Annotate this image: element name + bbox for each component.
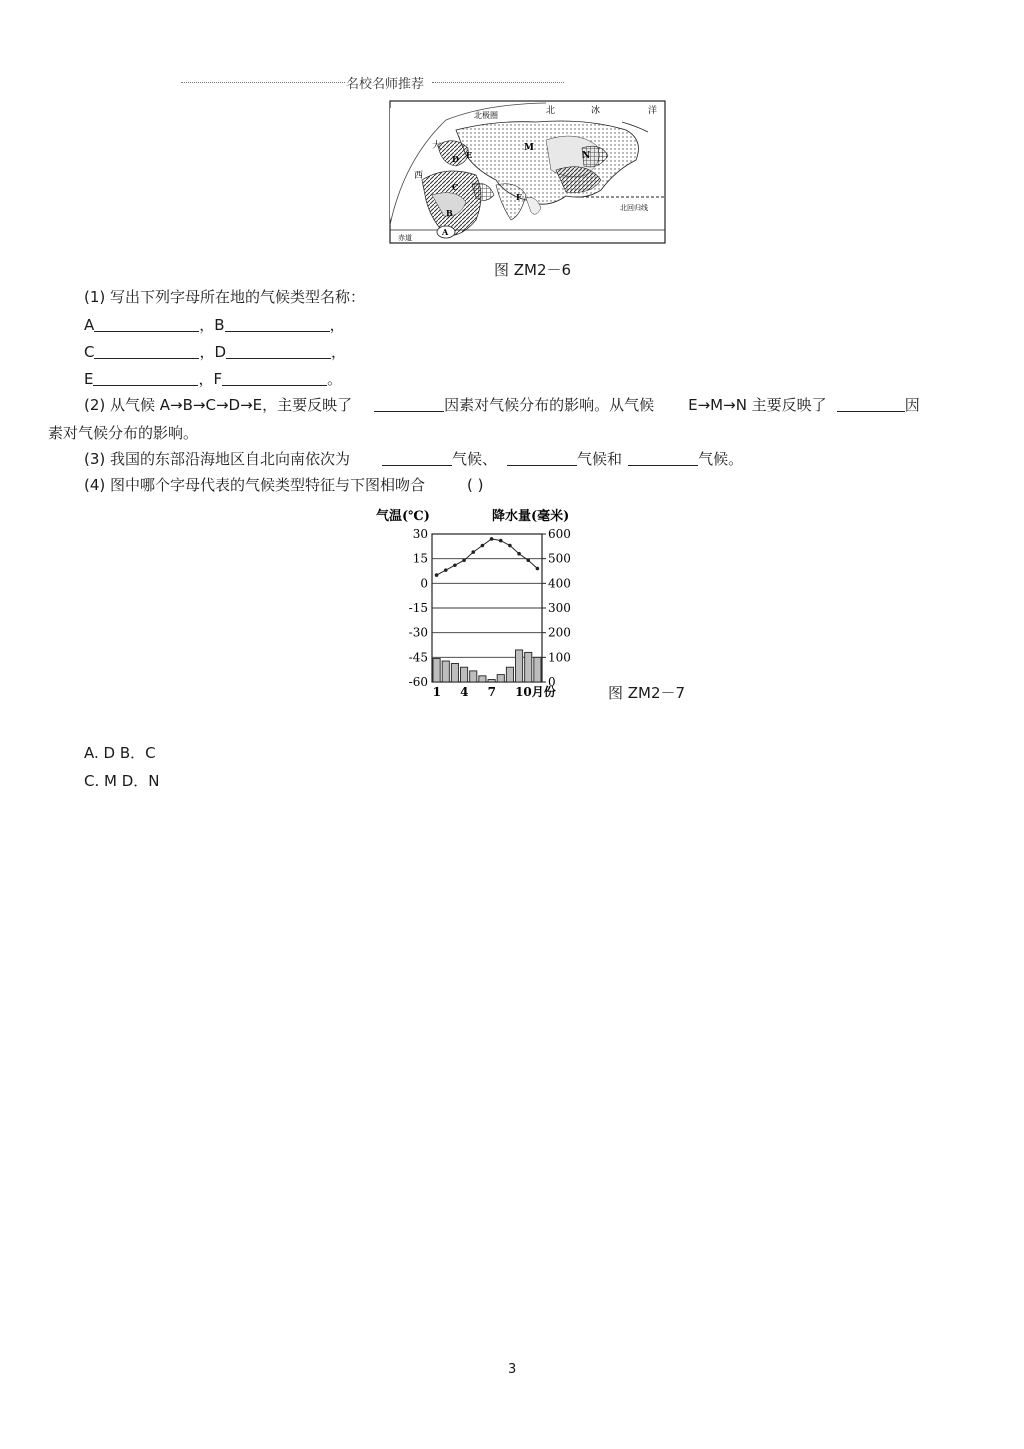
q2-line1 (84, 394, 920, 415)
q1-row1 (84, 314, 345, 335)
map-label-equator: 赤道 (398, 234, 412, 242)
chart-bar-2 (442, 661, 449, 682)
chart-bar-10 (516, 650, 523, 682)
chart-temp-line (435, 537, 539, 577)
blank-b[interactable] (225, 317, 330, 332)
q3-part2: 气候、 (452, 450, 498, 468)
q1-label-b: ，B (199, 316, 225, 334)
chart-ytick-left: -60 (408, 675, 428, 689)
blank-e[interactable] (93, 371, 198, 386)
header-divider-right (432, 82, 564, 83)
q1-row2-end: ， (331, 343, 347, 361)
chart-ytick-left: -30 (408, 625, 428, 640)
map-label-f: F (516, 192, 522, 202)
chart-ytick-right: 100 (548, 650, 571, 665)
chart-ytick-left: 15 (412, 551, 428, 566)
chart-temp-point-3 (453, 563, 457, 567)
q1-title: (1) 写出下列字母所在地的气候类型名称： (84, 288, 366, 306)
map-label-b: B (446, 208, 453, 218)
chart-temp-point-1 (435, 573, 439, 577)
header-title: 名校名师推荐 (346, 77, 425, 92)
page-number: 3 (508, 1362, 517, 1377)
chart-ytick-right: 500 (548, 551, 571, 566)
chart-ytick-right: 0 (548, 675, 556, 689)
chart-ytick-right: 400 (548, 576, 571, 591)
chart-ytick-left: -15 (408, 601, 428, 615)
q1-label-d: ，D (199, 343, 227, 361)
q1-label-c: C (84, 343, 95, 361)
chart-ylabel-right: 降水量(毫米) (492, 509, 570, 524)
climate-chart (360, 502, 620, 702)
chart-temp-point-4 (462, 559, 466, 563)
map-label-tropic: 北回归线 (620, 204, 648, 212)
chart-temp-path (437, 539, 538, 575)
chart-bar-8 (497, 675, 504, 682)
map-label-e: E (466, 150, 473, 160)
chart-bar-9 (506, 667, 513, 682)
blank-d[interactable] (226, 344, 331, 359)
chart-bar-3 (451, 664, 458, 683)
map-label-n: N (582, 151, 591, 161)
chart-ytick-left: 0 (420, 576, 428, 591)
q3-part3: 气候和 (577, 450, 623, 468)
q4-line (84, 474, 484, 495)
map-label-c: C (452, 182, 459, 192)
chart-bar-12 (534, 657, 541, 682)
q2-line2: 素对气候分布的影响。 (48, 424, 199, 442)
blank-q2-2[interactable] (837, 397, 905, 412)
q1-label-f: ，F (198, 370, 223, 388)
climate-map (386, 100, 666, 244)
climate-chart-svg (360, 502, 620, 702)
q3-part1: (3) 我国的东部沿海地区自北向南依次为 (84, 450, 351, 468)
chart-bar-6 (479, 676, 486, 682)
map-label-d: D (452, 154, 459, 164)
q1-row1-end: ， (329, 316, 345, 334)
q1-row3 (84, 368, 342, 389)
blank-a[interactable] (94, 317, 199, 332)
chart-precip-bars (433, 650, 541, 682)
chart-temp-point-7 (490, 537, 494, 541)
climate-map-svg (386, 100, 666, 244)
map-label-ice: 冰 (591, 106, 601, 116)
blank-q3-1[interactable] (382, 451, 452, 466)
map-label-arctic-circle: 北极圈 (474, 111, 498, 120)
chart-xtick: 4 (460, 685, 469, 699)
option-line1: A. D B．C (84, 744, 156, 762)
q1-row3-end: 。 (327, 370, 343, 388)
chart-temp-point-2 (444, 568, 448, 572)
chart-xtick: 7 (487, 685, 496, 699)
chart-yticks-left (409, 527, 428, 689)
chart-temp-point-10 (517, 552, 521, 556)
chart-temp-point-8 (499, 539, 503, 543)
q1-label-e: E (84, 370, 94, 388)
chart-temp-point-9 (508, 544, 512, 548)
q2-part2: 因素对气候分布的影响。从气候 (444, 396, 655, 414)
q4-text: (4) 图中哪个字母代表的气候类型特征与下图相吻合 (84, 476, 426, 494)
map-label-a: A (442, 227, 449, 237)
header-divider-left (181, 82, 345, 83)
chart-ylabel-left: 气温(℃) (376, 509, 430, 524)
q2-part1: (2) 从气候 A→B→C→D→E，主要反映了 (84, 396, 353, 414)
q4-paren: ( ) (467, 476, 484, 494)
blank-q3-2[interactable] (507, 451, 577, 466)
chart-temp-point-6 (481, 544, 485, 548)
fig7-caption: 图 ZM2－7 (608, 684, 686, 702)
chart-xticks (433, 684, 556, 699)
chart-ytick-right: 600 (548, 527, 571, 541)
blank-q2-1[interactable] (374, 397, 444, 412)
map-label-west: 西 (414, 171, 424, 181)
chart-xtick: 10月份 (515, 685, 556, 699)
chart-bar-4 (461, 667, 468, 682)
q1-row2 (84, 341, 346, 362)
map-label-m: M (524, 143, 534, 153)
chart-temp-point-11 (526, 559, 530, 563)
chart-temp-point-12 (536, 567, 540, 571)
blank-f[interactable] (222, 371, 327, 386)
q1-label-a: A (84, 316, 95, 334)
chart-xtick: 1 (432, 685, 441, 699)
chart-ytick-right: 300 (548, 601, 571, 615)
map-label-big: 大 (432, 141, 442, 151)
q3-part4: 气候。 (698, 450, 744, 468)
blank-c[interactable] (94, 344, 199, 359)
chart-bar-5 (470, 671, 477, 682)
chart-bar-7 (488, 680, 495, 682)
option-line2: C. M D．N (84, 772, 160, 790)
chart-ytick-right: 200 (548, 625, 571, 640)
chart-bar-11 (525, 652, 532, 682)
map-label-north: 北 (546, 106, 556, 116)
chart-bar-1 (433, 659, 440, 682)
chart-yticks-right (542, 527, 571, 689)
blank-q3-3[interactable] (628, 451, 698, 466)
fig6-caption: 图 ZM2－6 (494, 261, 572, 279)
q3-line (84, 448, 743, 469)
chart-temp-point-5 (471, 550, 475, 554)
q2-part3: E→M→N 主要反映了 (688, 396, 827, 414)
chart-ytick-left: -45 (408, 650, 428, 665)
chart-ytick-left: 30 (412, 527, 428, 541)
q2-part4: 因 (904, 396, 920, 414)
map-label-ocean: 洋 (648, 106, 658, 116)
